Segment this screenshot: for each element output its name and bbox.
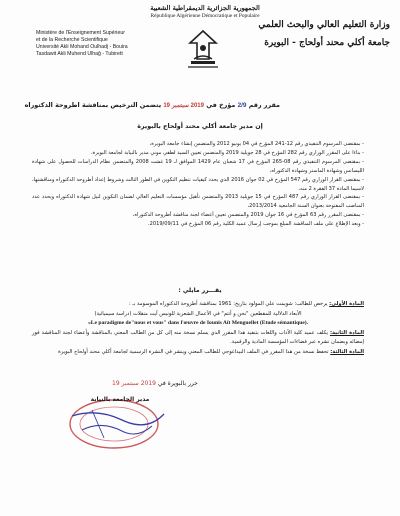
ministry-name-ar: وزارة التعليم العالي والبحث العلمي — [258, 20, 390, 30]
ministry-line: Ministère de l'Enseignement Supérieur — [36, 30, 125, 36]
visa-item: - بناءا على المقرر الوزاري رقم 282 المؤرخ في 28 جويلية 2019 والمتضمن تعيين السيد لطفي موني مدير بالنيابة لجامعة البويرة، — [32, 149, 364, 158]
official-stamp-icon — [52, 380, 172, 452]
article-1-text: يرخص للطالب: شويمت علي المولود بتاريخ: 1961 بمناقشة أطروحة الدكتوراه الموسومة بـ : — [128, 301, 328, 307]
decision-reference — [25, 101, 280, 109]
ministry-block-fr — [36, 30, 148, 58]
article-2-label: المادة الثانية: — [329, 329, 365, 336]
university-name-ar: جامعة أكلي محند أولحاج - البويرة — [264, 38, 390, 48]
signature-place: حرر بالبويرة في — [157, 380, 198, 387]
thesis-title-ar: الأبعاد الدلالية للمقطعين "نحن و أنتم" في الأعمال الشعرية للونيس آيت منقلات (دراسة سيميائية) — [94, 310, 302, 317]
visa-item: - بمقتضى المرسوم التنفيذي رقم 08-265 المؤرخ في 17 شعبان عام 1429 الموافق لـ 19 غشت 2008 والمتضمن نظام الدراسات للحصول على شهادة الليسانس وشهادة الماستر وشهادة الدكتوراه، — [32, 158, 364, 176]
republic-name-ar: الجمهورية الجزائرية الديمقراطية الشعبية — [150, 4, 260, 12]
reference-number: 2/9 — [237, 102, 247, 109]
reference-date: 2019 سبتمبر 19 — [163, 103, 204, 109]
signature-date: 2019 سبتمبر 19 — [112, 380, 156, 387]
article-1 — [32, 300, 364, 310]
visa-item: - وبعد الإطلاع على ملف المناقشة المبلغ بموجب إرسال عميد الكلية رقم 06 المؤرخ في 2019/09/11. — [32, 220, 364, 229]
signatory-title: مدير الجامعة بالنيابة — [90, 396, 150, 403]
article-1-label: المادة الأولى: — [329, 301, 364, 307]
reference-prefix: مقرر رقم — [248, 101, 280, 109]
visa-item: - بمقتضى المرسوم التنفيذي رقم 12-241 المؤرخ في 04 يونيو 2012 والمتضمن إنشاء جامعة البويرة، — [32, 140, 364, 149]
article-2-text: يكلف عميد كلية الآداب واللغات بتنفيذ هذا المقرر الذي يسلم نسخة منه إلى كل من الطالب المعني بالمناقشة وأعضاء لجنة المناقشة فور إمضائه وبضمان نشره عبر فضاءات المؤسسة المادية والرقمية. — [32, 329, 364, 346]
university-name-fr: Université Akli Mohand Oulhadj - Bouira — [36, 44, 128, 50]
republic-name-fr: République Algérienne Démocratique et Populaire — [150, 13, 260, 19]
article-3-text: تحفظ نسخة من هذا المقرر في الملف البيداغوجي للطالب المعني وينشر في النشرة الرسمية لجامعة أكلي محند أولحاج البويرة — [58, 348, 329, 355]
decision-heading: يقـــرر مايلي : — [178, 287, 222, 294]
republic-header — [150, 4, 260, 19]
ministry-line: et de la Recherche Scientifique — [36, 37, 108, 43]
visa-item: - بمقتضى المقرر رقم 63 المؤرخ في 16 جوان 2019 والمتضمن تعيين أعضاء لجنة مناقشة أطروحة الدكتوراه، — [32, 211, 364, 220]
articles-block — [32, 300, 364, 358]
reference-subject: يتضمن الترخيص بمناقشة اطروحة الدكتوراه — [24, 101, 162, 109]
university-logo-icon — [183, 28, 223, 72]
article-3 — [32, 348, 364, 358]
university-name-kab: Tasdawit Akli Muhend Ulhağ - Tubirett — [36, 51, 123, 57]
visa-item: - بمقتضى القرار الوزاري رقم 487 المؤرخ في 15 جويلية 2013 والمتضمن تأهيل مؤسسات التعليم العالي لضمان التكوين لنيل شهادة الدكتوراه ويحدد عدد المناصب المفتوحة بعنوان السنة الجامعية 2013/2014، — [32, 193, 364, 211]
article-3-label: المادة الثالثة: — [330, 348, 364, 355]
issuing-authority: إن مدير جامعة أكلي محند أولحاج بالبويرة — [137, 123, 263, 130]
thesis-title-fr: «Le paradigme de"nous et vous" dans l'œuvre de Iounis Aït Menguellet (Etude sémantique). — [87, 320, 309, 327]
legal-visas — [32, 140, 364, 229]
article-2 — [32, 329, 364, 348]
reference-dated-label: مؤرخ في — [206, 101, 236, 109]
ministry-block-ar — [250, 16, 390, 52]
visa-item: - بمقتضى القرار الوزاري رقم 547 المؤرخ في 02 جوان 2016 الذي يحدد كيفيات تنظيم التكوين في الطور الثالث وشروط إعداد أطروحة الدكتوراه ومناقشتها، لاسيما المادة 37 الفقرة 2 منه، — [32, 176, 364, 194]
